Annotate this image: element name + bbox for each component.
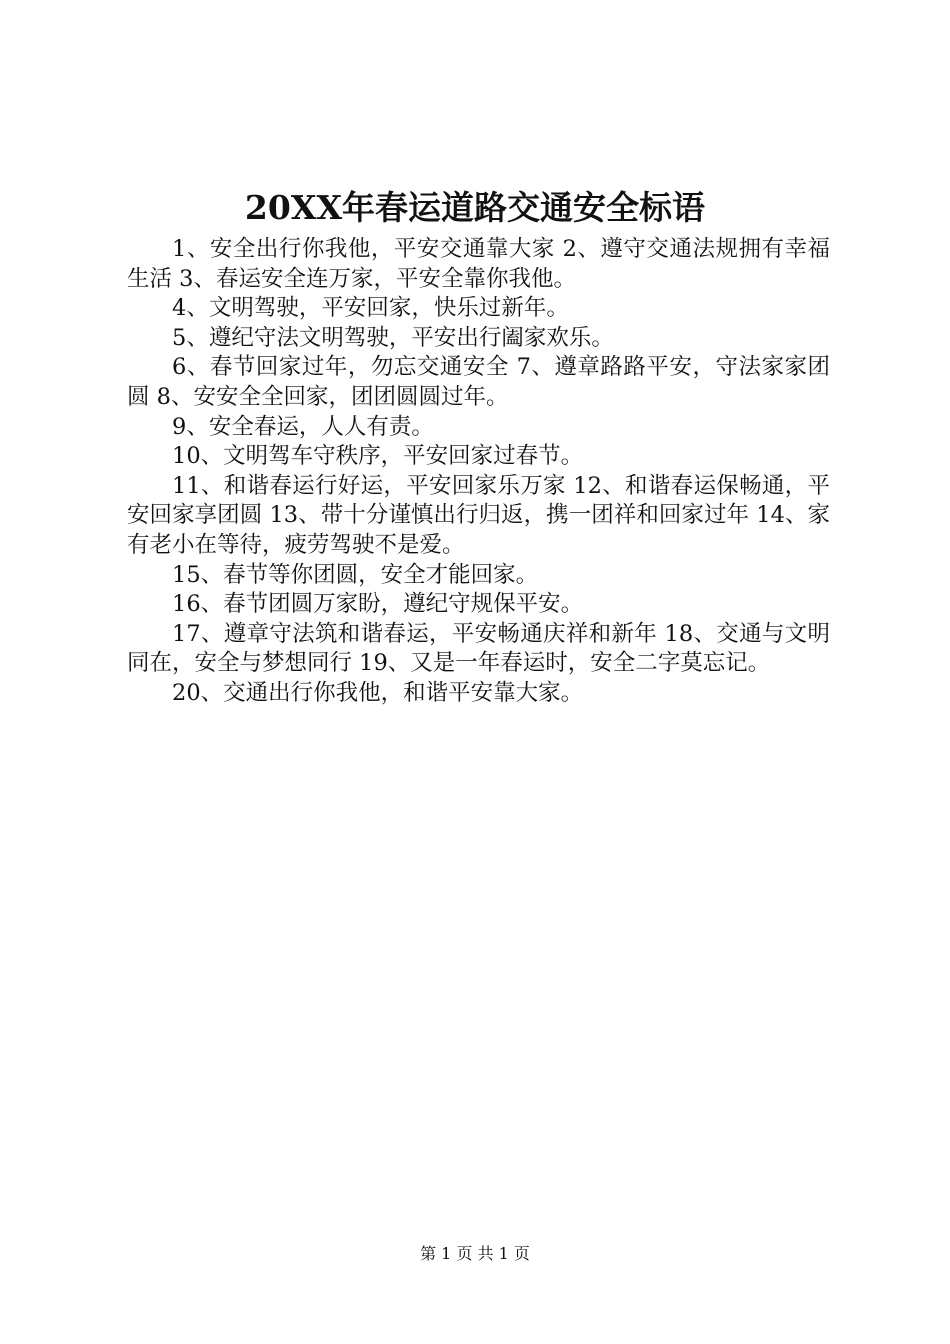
paragraph-1: 1、安全出行你我他，平安交通靠大家 2、遵守交通法规拥有幸福生活 3、春运安全连万家，平安全靠你我他。 [127,236,830,292]
paragraph-10: 17、遵章守法筑和谐春运，平安畅通庆祥和新年 18、交通与文明同在，安全与梦想同行 19、又是一年春运时，安全二字莫忘记。 [127,620,830,677]
paragraph-9: 16、春节团圆万家盼，遵纪守规保平安。 [172,591,584,618]
paragraph-6: 10、文明驾车守秩序，平安回家过春节。 [172,443,584,470]
page-footer: 第 1 页 共 1 页 [420,1244,530,1263]
paragraph-4: 6、春节回家过年，勿忘交通安全 7、遵章路路平安，守法家家团圆 8、安安全全回家，团团圆圆过年。 [127,354,830,410]
paragraph-11: 20、交通出行你我他，和谐平安靠大家。 [172,679,584,706]
paragraph-3: 5、遵纪守法文明驾驶，平安出行阖家欢乐。 [172,324,614,351]
paragraph-2: 4、文明驾驶，平安回家，快乐过新年。 [172,295,569,322]
paragraph-5: 9、安全春运，人人有责。 [172,413,434,440]
paragraph-7: 11、和谐春运行好运，平安回家乐万家 12、和谐春运保畅通，平安回家享团圆 13、带十分谨慎出行归返，携一团祥和回家过年 14、家有老小在等待，疲劳驾驶不是爱。 [127,472,830,558]
document-body [127,235,830,709]
paragraph-8: 15、春节等你团圆，安全才能回家。 [172,561,539,588]
document-title: 20XX年春运道路交通安全标语 [244,188,706,227]
